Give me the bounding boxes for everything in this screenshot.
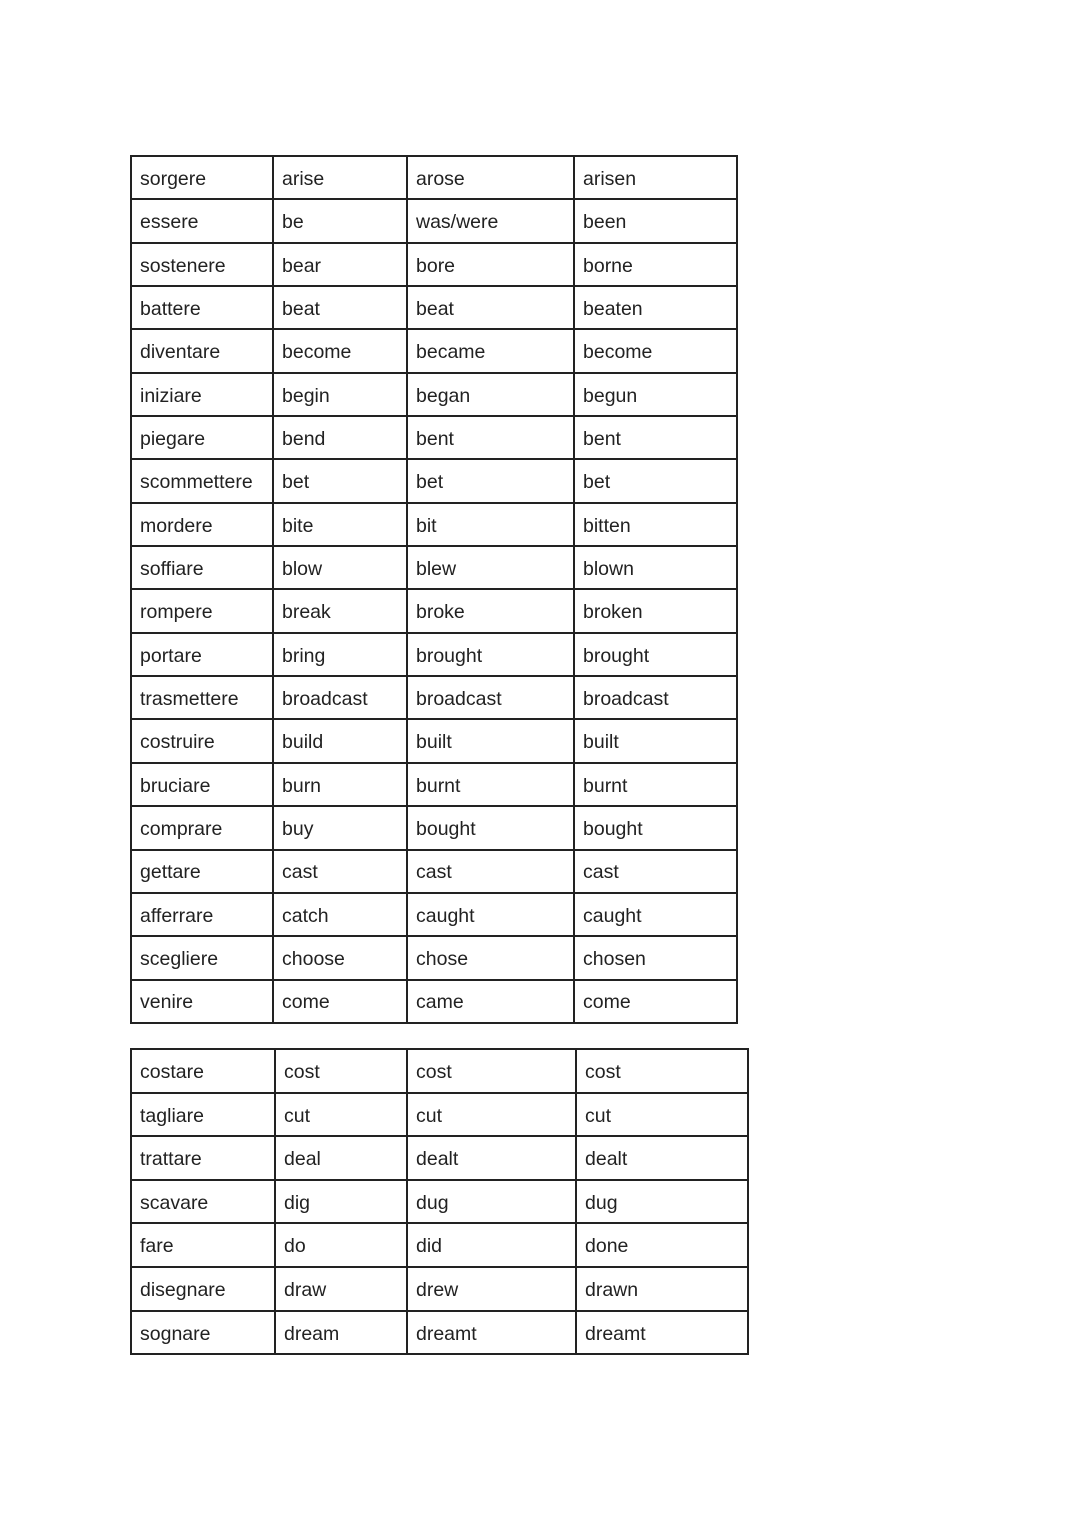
italian-infinitive-cell: trattare <box>131 1136 275 1180</box>
italian-infinitive-cell: venire <box>131 980 273 1023</box>
past-participle-cell: dug <box>576 1180 748 1224</box>
past-simple-cell: dealt <box>407 1136 576 1180</box>
table-row <box>131 1180 748 1224</box>
base-form-cell: begin <box>273 373 407 416</box>
base-form-cell: deal <box>275 1136 407 1180</box>
past-participle-cell: been <box>574 199 737 242</box>
italian-infinitive-cell: iniziare <box>131 373 273 416</box>
base-form-cell: do <box>275 1223 407 1267</box>
table-row <box>131 1267 748 1311</box>
table-row <box>131 1136 748 1180</box>
verb-table-2-body <box>131 1049 748 1354</box>
table-row <box>131 893 737 936</box>
past-participle-cell: built <box>574 719 737 762</box>
table-row <box>131 156 737 199</box>
base-form-cell: beat <box>273 286 407 329</box>
past-participle-cell: bitten <box>574 503 737 546</box>
verb-table-2 <box>130 1048 749 1355</box>
table-row <box>131 936 737 979</box>
table-row <box>131 1223 748 1267</box>
past-simple-cell: built <box>407 719 574 762</box>
italian-infinitive-cell: essere <box>131 199 273 242</box>
italian-infinitive-cell: sostenere <box>131 243 273 286</box>
table-row <box>131 1311 748 1355</box>
table-row <box>131 980 737 1023</box>
past-participle-cell: cost <box>576 1049 748 1093</box>
italian-infinitive-cell: costruire <box>131 719 273 762</box>
base-form-cell: arise <box>273 156 407 199</box>
past-participle-cell: cut <box>576 1093 748 1137</box>
base-form-cell: cut <box>275 1093 407 1137</box>
past-participle-cell: caught <box>574 893 737 936</box>
past-simple-cell: broke <box>407 589 574 632</box>
past-participle-cell: bet <box>574 459 737 502</box>
past-simple-cell: caught <box>407 893 574 936</box>
table-row <box>131 806 737 849</box>
base-form-cell: bet <box>273 459 407 502</box>
verb-table-1 <box>130 155 738 1024</box>
past-simple-cell: bent <box>407 416 574 459</box>
italian-infinitive-cell: gettare <box>131 850 273 893</box>
past-simple-cell: brought <box>407 633 574 676</box>
base-form-cell: choose <box>273 936 407 979</box>
past-simple-cell: blew <box>407 546 574 589</box>
past-simple-cell: bit <box>407 503 574 546</box>
past-participle-cell: bought <box>574 806 737 849</box>
base-form-cell: cast <box>273 850 407 893</box>
past-participle-cell: begun <box>574 373 737 416</box>
italian-infinitive-cell: mordere <box>131 503 273 546</box>
past-participle-cell: arisen <box>574 156 737 199</box>
table-row <box>131 373 737 416</box>
base-form-cell: dream <box>275 1311 407 1355</box>
base-form-cell: dig <box>275 1180 407 1224</box>
past-participle-cell: cast <box>574 850 737 893</box>
past-participle-cell: done <box>576 1223 748 1267</box>
italian-infinitive-cell: fare <box>131 1223 275 1267</box>
base-form-cell: burn <box>273 763 407 806</box>
italian-infinitive-cell: tagliare <box>131 1093 275 1137</box>
past-participle-cell: brought <box>574 633 737 676</box>
past-participle-cell: broken <box>574 589 737 632</box>
italian-infinitive-cell: diventare <box>131 329 273 372</box>
base-form-cell: bring <box>273 633 407 676</box>
past-simple-cell: bet <box>407 459 574 502</box>
italian-infinitive-cell: bruciare <box>131 763 273 806</box>
base-form-cell: come <box>273 980 407 1023</box>
past-participle-cell: become <box>574 329 737 372</box>
italian-infinitive-cell: disegnare <box>131 1267 275 1311</box>
italian-infinitive-cell: sorgere <box>131 156 273 199</box>
past-simple-cell: did <box>407 1223 576 1267</box>
base-form-cell: broadcast <box>273 676 407 719</box>
past-participle-cell: blown <box>574 546 737 589</box>
base-form-cell: draw <box>275 1267 407 1311</box>
base-form-cell: build <box>273 719 407 762</box>
table-row <box>131 589 737 632</box>
italian-infinitive-cell: scommettere <box>131 459 273 502</box>
past-participle-cell: borne <box>574 243 737 286</box>
table-row <box>131 199 737 242</box>
base-form-cell: be <box>273 199 407 242</box>
past-participle-cell: chosen <box>574 936 737 979</box>
past-simple-cell: burnt <box>407 763 574 806</box>
past-participle-cell: drawn <box>576 1267 748 1311</box>
past-participle-cell: dreamt <box>576 1311 748 1355</box>
past-simple-cell: arose <box>407 156 574 199</box>
base-form-cell: become <box>273 329 407 372</box>
italian-infinitive-cell: afferrare <box>131 893 273 936</box>
italian-infinitive-cell: battere <box>131 286 273 329</box>
italian-infinitive-cell: piegare <box>131 416 273 459</box>
past-simple-cell: drew <box>407 1267 576 1311</box>
base-form-cell: break <box>273 589 407 632</box>
table-row <box>131 459 737 502</box>
table-row <box>131 243 737 286</box>
base-form-cell: catch <box>273 893 407 936</box>
table-row <box>131 416 737 459</box>
base-form-cell: bend <box>273 416 407 459</box>
past-participle-cell: broadcast <box>574 676 737 719</box>
past-simple-cell: dreamt <box>407 1311 576 1355</box>
past-participle-cell: burnt <box>574 763 737 806</box>
base-form-cell: bear <box>273 243 407 286</box>
italian-infinitive-cell: trasmettere <box>131 676 273 719</box>
past-simple-cell: became <box>407 329 574 372</box>
table-row <box>131 329 737 372</box>
table-row <box>131 676 737 719</box>
base-form-cell: bite <box>273 503 407 546</box>
past-simple-cell: cut <box>407 1093 576 1137</box>
past-simple-cell: began <box>407 373 574 416</box>
italian-infinitive-cell: sognare <box>131 1311 275 1355</box>
base-form-cell: buy <box>273 806 407 849</box>
italian-infinitive-cell: scavare <box>131 1180 275 1224</box>
past-participle-cell: come <box>574 980 737 1023</box>
past-participle-cell: dealt <box>576 1136 748 1180</box>
past-simple-cell: bore <box>407 243 574 286</box>
past-participle-cell: bent <box>574 416 737 459</box>
italian-infinitive-cell: rompere <box>131 589 273 632</box>
table-row <box>131 286 737 329</box>
table-row <box>131 1049 748 1093</box>
past-simple-cell: bought <box>407 806 574 849</box>
past-simple-cell: was/were <box>407 199 574 242</box>
base-form-cell: cost <box>275 1049 407 1093</box>
past-simple-cell: dug <box>407 1180 576 1224</box>
italian-infinitive-cell: portare <box>131 633 273 676</box>
past-simple-cell: beat <box>407 286 574 329</box>
table-row <box>131 763 737 806</box>
past-simple-cell: came <box>407 980 574 1023</box>
past-simple-cell: cast <box>407 850 574 893</box>
italian-infinitive-cell: costare <box>131 1049 275 1093</box>
past-simple-cell: cost <box>407 1049 576 1093</box>
table-row <box>131 633 737 676</box>
table-row <box>131 850 737 893</box>
base-form-cell: blow <box>273 546 407 589</box>
table-row <box>131 719 737 762</box>
italian-infinitive-cell: scegliere <box>131 936 273 979</box>
verb-table-1-body <box>131 156 737 1023</box>
italian-infinitive-cell: comprare <box>131 806 273 849</box>
table-row <box>131 546 737 589</box>
table-row <box>131 503 737 546</box>
past-simple-cell: broadcast <box>407 676 574 719</box>
italian-infinitive-cell: soffiare <box>131 546 273 589</box>
past-participle-cell: beaten <box>574 286 737 329</box>
past-simple-cell: chose <box>407 936 574 979</box>
table-row <box>131 1093 748 1137</box>
